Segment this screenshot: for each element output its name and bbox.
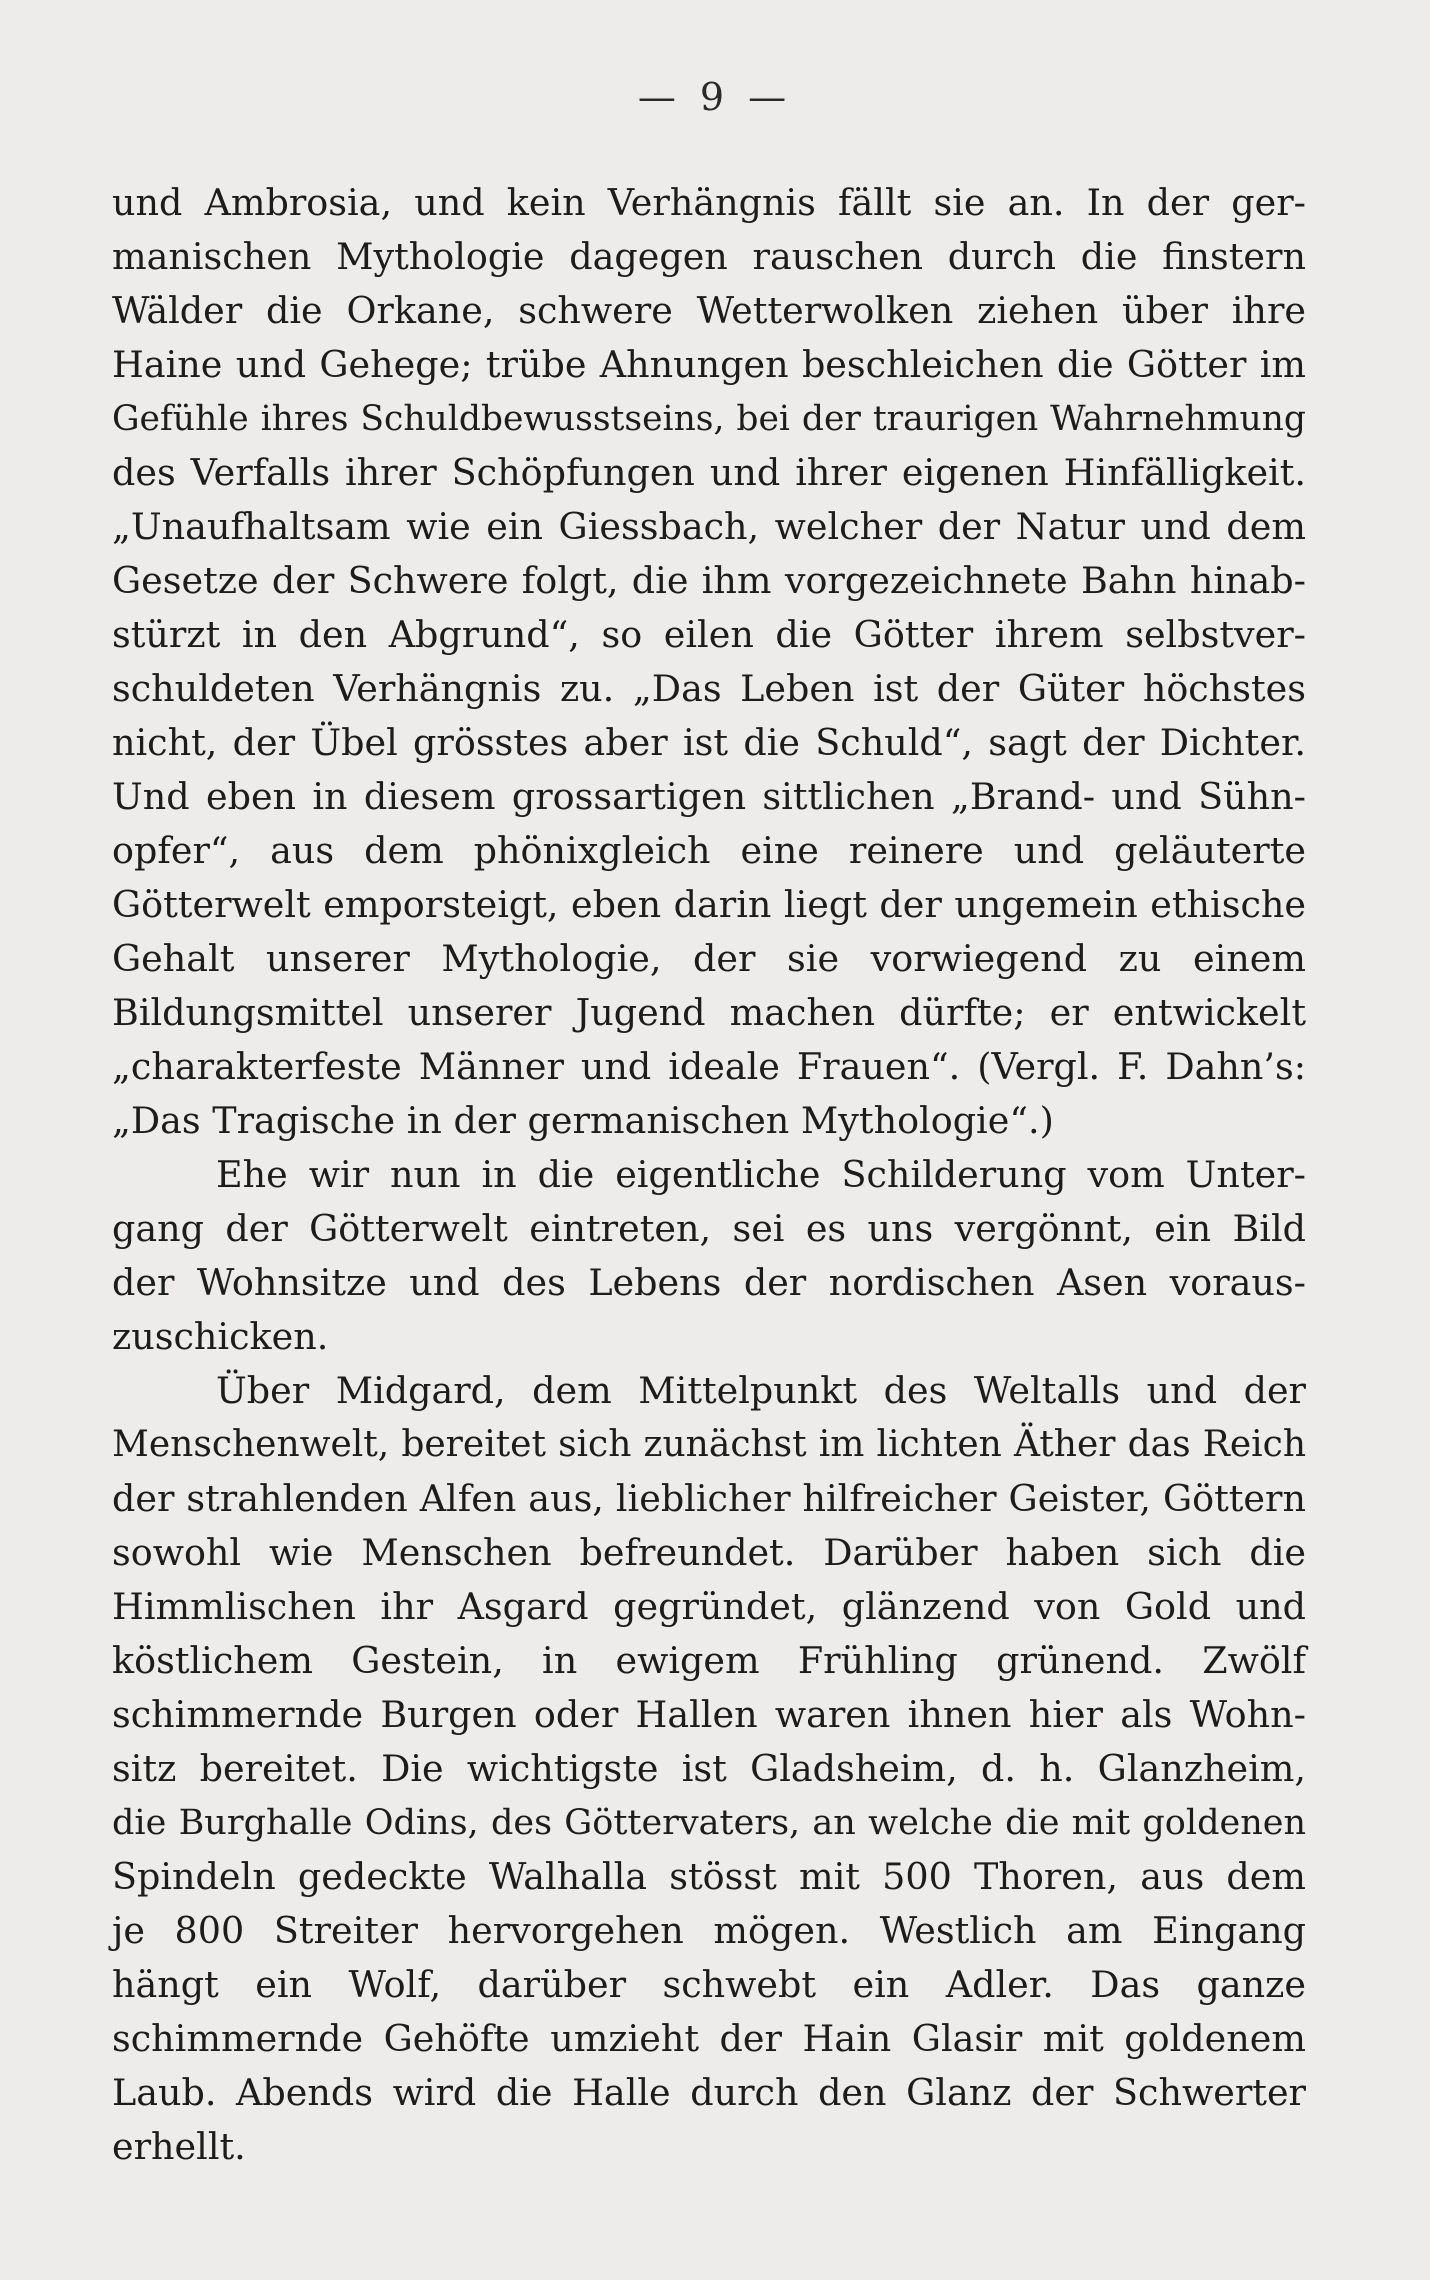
text-line: nicht, der Übel grösstes aber ist die Schuld“, sagt der Dichter. [112,721,1306,764]
text-line: „Unaufhaltsam wie ein Giessbach, welcher der Natur und dem [112,505,1306,548]
text-line: des Verfalls ihrer Schöpfungen und ihrer eigenen Hinfälligkeit. [112,451,1306,494]
text-line: sowohl wie Menschen befreundet. Darüber haben sich die [112,1531,1306,1574]
page-number: — 9 — [637,75,793,119]
text-line: Gesetze der Schwere folgt, die ihm vorgezeichnete Bahn hinab- [112,559,1306,602]
text-line: „charakterfeste Männer und ideale Frauen“. (Vergl. F. Dahn’s: [112,1045,1306,1088]
text-line: die Burghalle Odins, des Göttervaters, an welche die mit goldenen [112,1803,1306,1843]
text-line: stürzt in den Abgrund“, so eilen die Götter ihrem selbstver- [112,613,1306,656]
text-line: Spindeln gedeckte Walhalla stösst mit 500 Thoren, aus dem [112,1855,1306,1898]
text-line: Ehe wir nun in die eigentliche Schilderung vom Unter- [216,1153,1306,1196]
text-line: Über Midgard, dem Mittelpunkt des Weltalls und der [216,1369,1306,1412]
text-line: zuschicken. [112,1315,329,1358]
text-line: Götterwelt emporsteigt, eben darin liegt der ungemein ethische [112,883,1306,926]
text-line: „Das Tragische in der germanischen Mythologie“.) [112,1099,1054,1142]
text-line: erhellt. [112,2125,246,2168]
text-line: Laub. Abends wird die Halle durch den Glanz der Schwerter [112,2071,1306,2114]
text-line: der Wohnsitze und des Lebens der nordischen Asen voraus- [112,1261,1306,1304]
text-line: sitz bereitet. Die wichtigste ist Gladsheim, d. h. Glanzheim, [112,1747,1306,1790]
text-line: schimmernde Burgen oder Hallen waren ihnen hier als Wohn- [112,1693,1306,1736]
text-line: Und eben in diesem grossartigen sittlichen „Brand- und Sühn- [112,775,1306,818]
text-line: Bildungsmittel unserer Jugend machen dürfte; er entwickelt [112,991,1306,1034]
text-line: hängt ein Wolf, darüber schwebt ein Adler. Das ganze [112,1963,1306,2006]
text-line: Haine und Gehege; trübe Ahnungen beschleichen die Götter im [112,343,1306,386]
text-line: Gehalt unserer Mythologie, der sie vorwiegend zu einem [112,937,1306,980]
text-line: Wälder die Orkane, schwere Wetterwolken ziehen über ihre [112,289,1306,332]
text-line: der strahlenden Alfen aus, lieblicher hilfreicher Geister, Göttern [112,1477,1306,1520]
text-line: manischen Mythologie dagegen rauschen durch die finstern [112,235,1306,278]
text-line: schuldeten Verhängnis zu. „Das Leben ist der Güter höchstes [112,667,1306,710]
text-line: je 800 Streiter hervorgehen mögen. Westlich am Eingang [112,1909,1306,1952]
text-line: und Ambrosia, und kein Verhängnis fällt sie an. In der ger- [112,181,1306,224]
body-text [112,176,1306,2174]
text-line: Menschenwelt, bereitet sich zunächst im lichten Äther das Reich [112,1424,1306,1465]
text-line: Gefühle ihres Schuldbewusstseins, bei der traurigen Wahrnehmung [112,399,1306,439]
text-line: Himmlischen ihr Asgard gegründet, glänzend von Gold und [112,1585,1306,1628]
text-line: köstlichem Gestein, in ewigem Frühling grünend. Zwölf [112,1639,1306,1682]
text-line: schimmernde Gehöfte umzieht der Hain Glasir mit goldenem [112,2017,1306,2060]
text-line: opfer“, aus dem phönixgleich eine reinere und geläuterte [112,829,1306,872]
text-line: gang der Götterwelt eintreten, sei es uns vergönnt, ein Bild [112,1207,1306,1250]
